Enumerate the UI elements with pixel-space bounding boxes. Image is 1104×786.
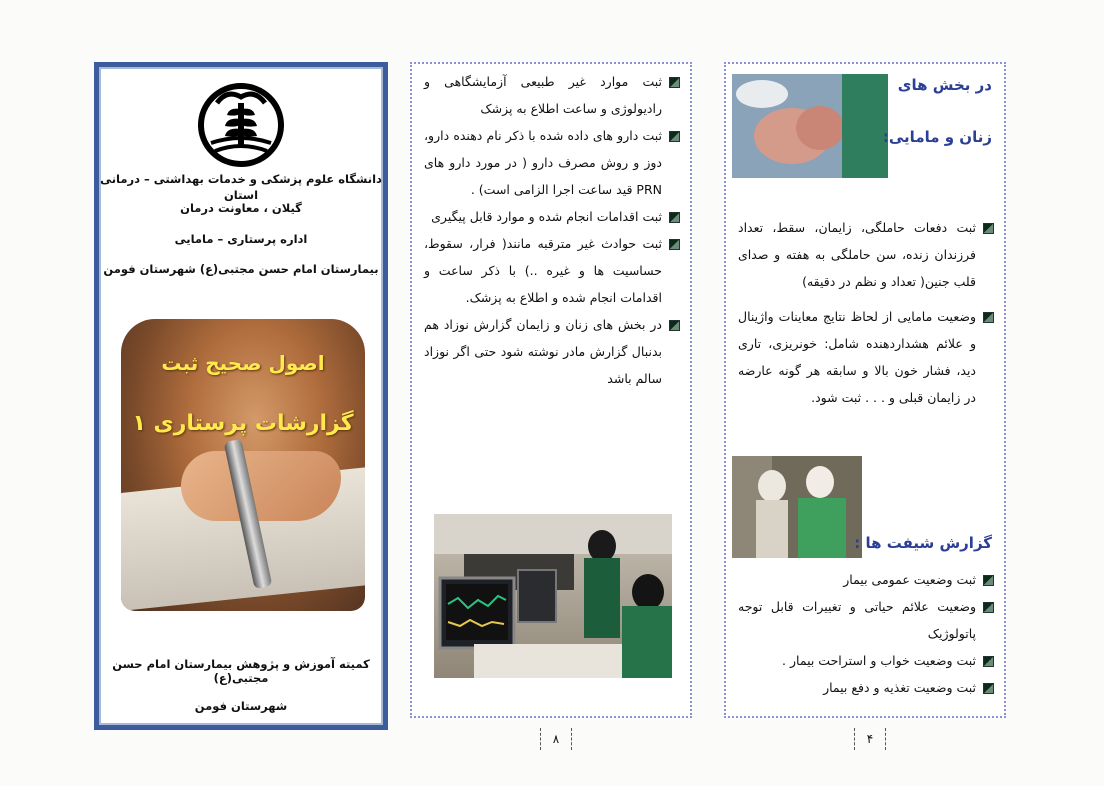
bullet-icon [669,77,680,88]
bullet-icon [983,223,994,234]
list-item: در بخش های زنان و زایمان گزارش نوزاد هم بدنبال گزارش مادر نوشته شود حتی اگر نوزاد سالم باشد [424,311,680,392]
bullet-icon [669,131,680,142]
cover-title-line1: اصول صحیح ثبت [161,351,325,375]
cover-footer-line1: کمیته آموزش و پژوهش بیمارستان امام حسن مجتبی(ع) [112,657,370,685]
newborn-photo [732,74,888,178]
bullet-icon [983,575,994,586]
right-list-top [738,214,994,411]
bullet-icon [983,602,994,613]
university-line: دانشگاه علوم پزشکی و خدمات بهداشتی – درمانی استان [100,172,382,202]
shift-heading: گزارش شیفت ها : [854,534,992,552]
right-list-shift [738,566,994,701]
list-item: ثبت موارد غیر طبیعی آزمایشگاهی و رادیولوژی و ساعت اطلاع به پزشک [424,68,680,122]
university-line: اداره پرستاری – مامایی [174,232,308,246]
section-heading: زنان و مامایی: [882,128,992,146]
list-item: ثبت اقدامات انجام شده و موارد قابل پیگیری [424,203,680,230]
page-number: ۸ [540,728,572,750]
list-item: ثبت وضعیت خواب و استراحت بیمار . [738,647,994,674]
list-item: ثبت دفعات حاملگی، زایمان، سقط، تعداد فرزندان زنده، سن حاملگی به هفته و صدای قلب جنین( تعداد و نظم در دقیقه) [738,214,994,295]
middle-list [424,68,680,392]
hand-shape [181,451,341,521]
bullet-icon [669,320,680,331]
cover-title-line2: گزارشات پرستاری ۱ [132,411,354,436]
page-number: ۴ [854,728,886,750]
list-item: وضعیت مامایی از لحاظ نتایج معاینات واژینال و علائم هشداردهنده شامل: خونریزی، تاری دید، فشار خون بالا و سابقه هر گونه عارضه در زایمان قبلی و . . . ثبت شود. [738,303,994,411]
bullet-icon [669,239,680,250]
cover-footer-line2: شهرستان فومن [194,699,288,713]
middle-panel [410,62,692,746]
list-item: ثبت دارو های داده شده با ذکر نام دهنده دارو، دوز و روش مصرف دارو ( در مورد دارو های PRN قید ساعت اجرا الزامی است) . [424,122,680,203]
cover-panel [94,62,388,730]
bullet-icon [669,212,680,223]
university-line: گیلان ، معاونت درمان [180,201,302,215]
list-item: ثبت حوادث غیر مترقبه مانند( فرار، سقوط، حساسیت ها و غیره ..) با ذکر ساعت و اقدامات انجام شده و اطلاع به پزشک. [424,230,680,311]
section-heading: در بخش های [897,76,992,94]
bullet-icon [983,683,994,694]
nurses-station-photo [434,514,672,678]
list-item: وضعیت علائم حیاتی و تغییرات قابل توجه پاتولوژیک [738,593,994,647]
university-line: بیمارستان امام حسن مجتبی(ع) شهرستان فومن [103,262,379,276]
midwives-photo [732,456,862,558]
list-item: ثبت وضعیت عمومی بیمار [738,566,994,593]
list-item: ثبت وضعیت تغذیه و دفع بیمار [738,674,994,701]
right-panel [724,62,1006,746]
bullet-icon [983,656,994,667]
university-emblem-icon [197,81,285,167]
bullet-icon [983,312,994,323]
cover-image [121,319,365,611]
